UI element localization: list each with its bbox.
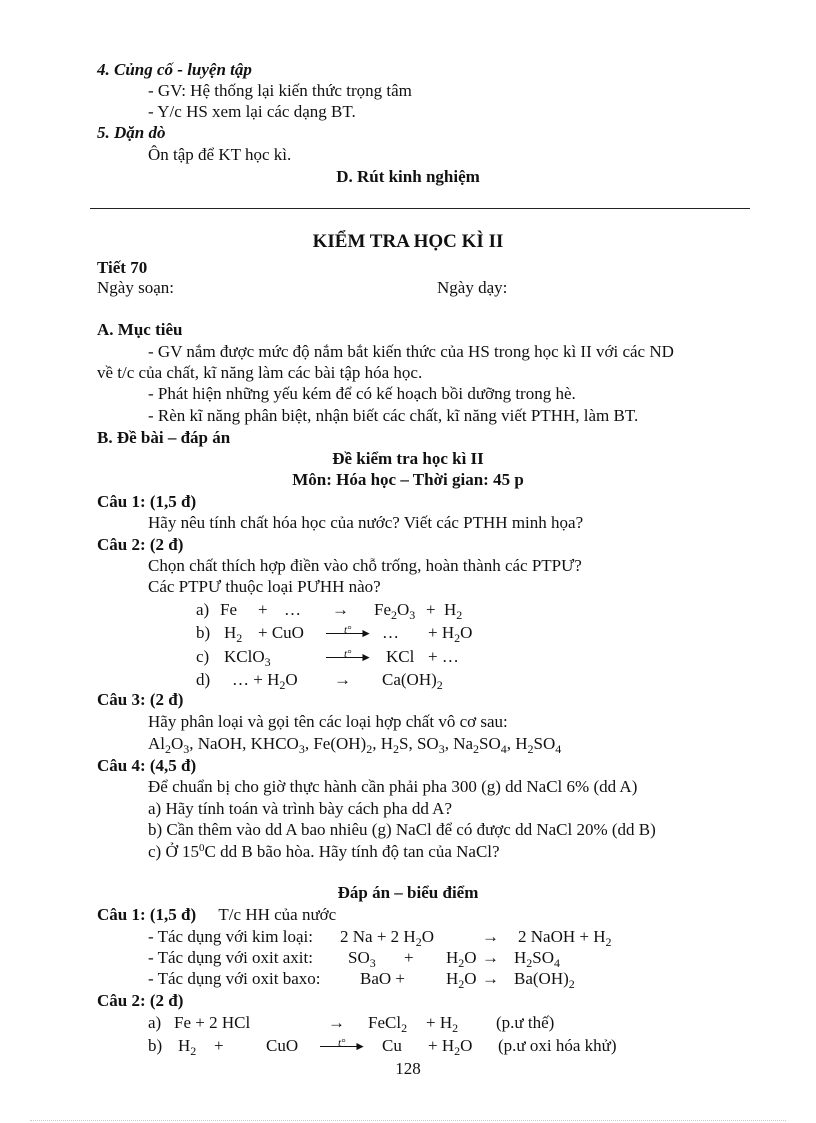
answer-2-reaction: a) Fe + 2 HCl → FeCl$_2$ + $H_2$ (p.ư thế) [148, 1013, 555, 1035]
answer-2-reaction: b) $H_2$ + CuO t° ► Cu + $H_2O$ (p.ư oxi hóa khử) [148, 1036, 617, 1058]
objective-line: - Phát hiện những yếu kém để có kế hoạch bồi dưỡng trong hè. [148, 384, 576, 403]
answer-1-label: Câu 1: (1,5 đ) T/c HH của nước [97, 905, 337, 924]
question-2-text: Chọn chất thích hợp điền vào chỗ trống, hoàn thành các PTPƯ? [148, 556, 582, 575]
equation-a: a) Fe + … → $Fe_2O_3$ + $H_2$ [196, 600, 463, 622]
heat-arrow-icon: t° ► [326, 650, 372, 664]
question-4-part: a) Hãy tính toán và trình bày cách pha dd A? [148, 799, 453, 818]
summary-item: - Y/c HS xem lại các dạng BT. [148, 102, 356, 121]
arrow-icon: → [482, 948, 499, 967]
arrow-icon: → [482, 969, 499, 988]
arrow-icon: → [332, 600, 349, 619]
question-4-part: b) Cần thêm vào dd A bao nhiêu (g) NaCl để có được dd NaCl 20% (dd B) [148, 820, 656, 839]
homework-heading: 5. Dặn dò [97, 123, 166, 142]
heat-arrow-icon: t° ► [320, 1039, 366, 1053]
exam-title: KIỂM TRA HỌC KÌ II [312, 231, 504, 252]
answer-2-label: Câu 2: (2 đ) [97, 991, 184, 1010]
answer-1-reaction: - Tác dụng với oxit axit: $SO_3$ + $H_2O$ → $H_2SO_4$ [148, 948, 561, 970]
question-1-text: Hãy nêu tính chất hóa học của nước? Viết các PTHH minh họa? [148, 513, 584, 532]
heat-arrow-icon: t° ► [326, 626, 372, 640]
date-taught: Ngày dạy: [437, 278, 508, 297]
page-edge [30, 1120, 786, 1121]
test-heading: B. Đề bài – đáp án [97, 428, 231, 447]
objective-line: - Rèn kĩ năng phân biệt, nhận biết các chất, kĩ năng viết PTHH, làm BT. [148, 406, 639, 425]
page-number: 128 [395, 1059, 421, 1078]
summary-item: - GV: Hệ thống lại kiến thức trọng tâm [148, 81, 412, 100]
experience-heading: D. Rút kinh nghiệm [336, 167, 480, 186]
homework-text: Ôn tập để KT học kì. [148, 145, 292, 164]
question-3-text: Hãy phân loại và gọi tên các loại hợp chất vô cơ sau: [148, 712, 508, 731]
objective-line: - GV nắm được mức độ nắm bắt kiến thức của HS trong học kì II với các ND [148, 342, 674, 361]
objective-line: về t/c của chất, kĩ năng làm các bài tập hóa học. [97, 363, 423, 382]
answers-heading: Đáp án – biểu điểm [337, 883, 479, 902]
test-subtitle: Môn: Hóa học – Thời gian: 45 p [292, 470, 524, 489]
question-4-part: c) Ở $15^0C$ dd B bão hòa. Hãy tính độ tan của NaCl? [148, 842, 500, 861]
section-divider [90, 208, 750, 209]
summary-heading: 4. Củng cố - luyện tập [97, 60, 252, 79]
question-4-text: Để chuẩn bị cho giờ thực hành cần phải pha 300 (g) dd NaCl 6% (dd A) [148, 777, 638, 796]
question-3-formulas: $Al_2O_3$, NaOH, $KHCO_3$, $Fe(OH)_2$, $H_2S$, $SO_3$, $Na_2SO_4$, $H_2SO_4$ [148, 734, 562, 756]
arrow-icon: → [334, 670, 351, 689]
question-3-label: Câu 3: (2 đ) [97, 690, 184, 709]
objectives-heading: A. Mục tiêu [97, 320, 183, 339]
question-1-label: Câu 1: (1,5 đ) [97, 492, 197, 511]
lesson-number: Tiết 70 [97, 258, 148, 277]
answer-1-reaction: - Tác dụng với oxit baxo: BaO + $H_2O$ → $Ba(OH)_2$ [148, 969, 575, 991]
date-prepared: Ngày soạn: [97, 278, 174, 297]
arrow-icon: → [482, 927, 499, 946]
answer-1-reaction: - Tác dụng với kim loại: 2 Na + 2 $H_2O$ → 2 NaOH + $H_2$ [148, 927, 612, 949]
question-4-label: Câu 4: (4,5 đ) [97, 756, 197, 775]
test-subtitle: Đề kiểm tra học kì II [332, 449, 484, 468]
question-2-text: Các PTPƯ thuộc loại PƯHH nào? [148, 577, 381, 596]
equation-d: d) … + $H_2O$ → $Ca(OH)_2$ [196, 670, 443, 692]
equation-b: b) $H_2$ + CuO t° ► … + $H_2O$ [196, 623, 473, 645]
question-2-label: Câu 2: (2 đ) [97, 535, 184, 554]
arrow-icon: → [328, 1013, 345, 1032]
equation-c: c) KClO$_3$ t° ► KCl + … [196, 647, 459, 669]
